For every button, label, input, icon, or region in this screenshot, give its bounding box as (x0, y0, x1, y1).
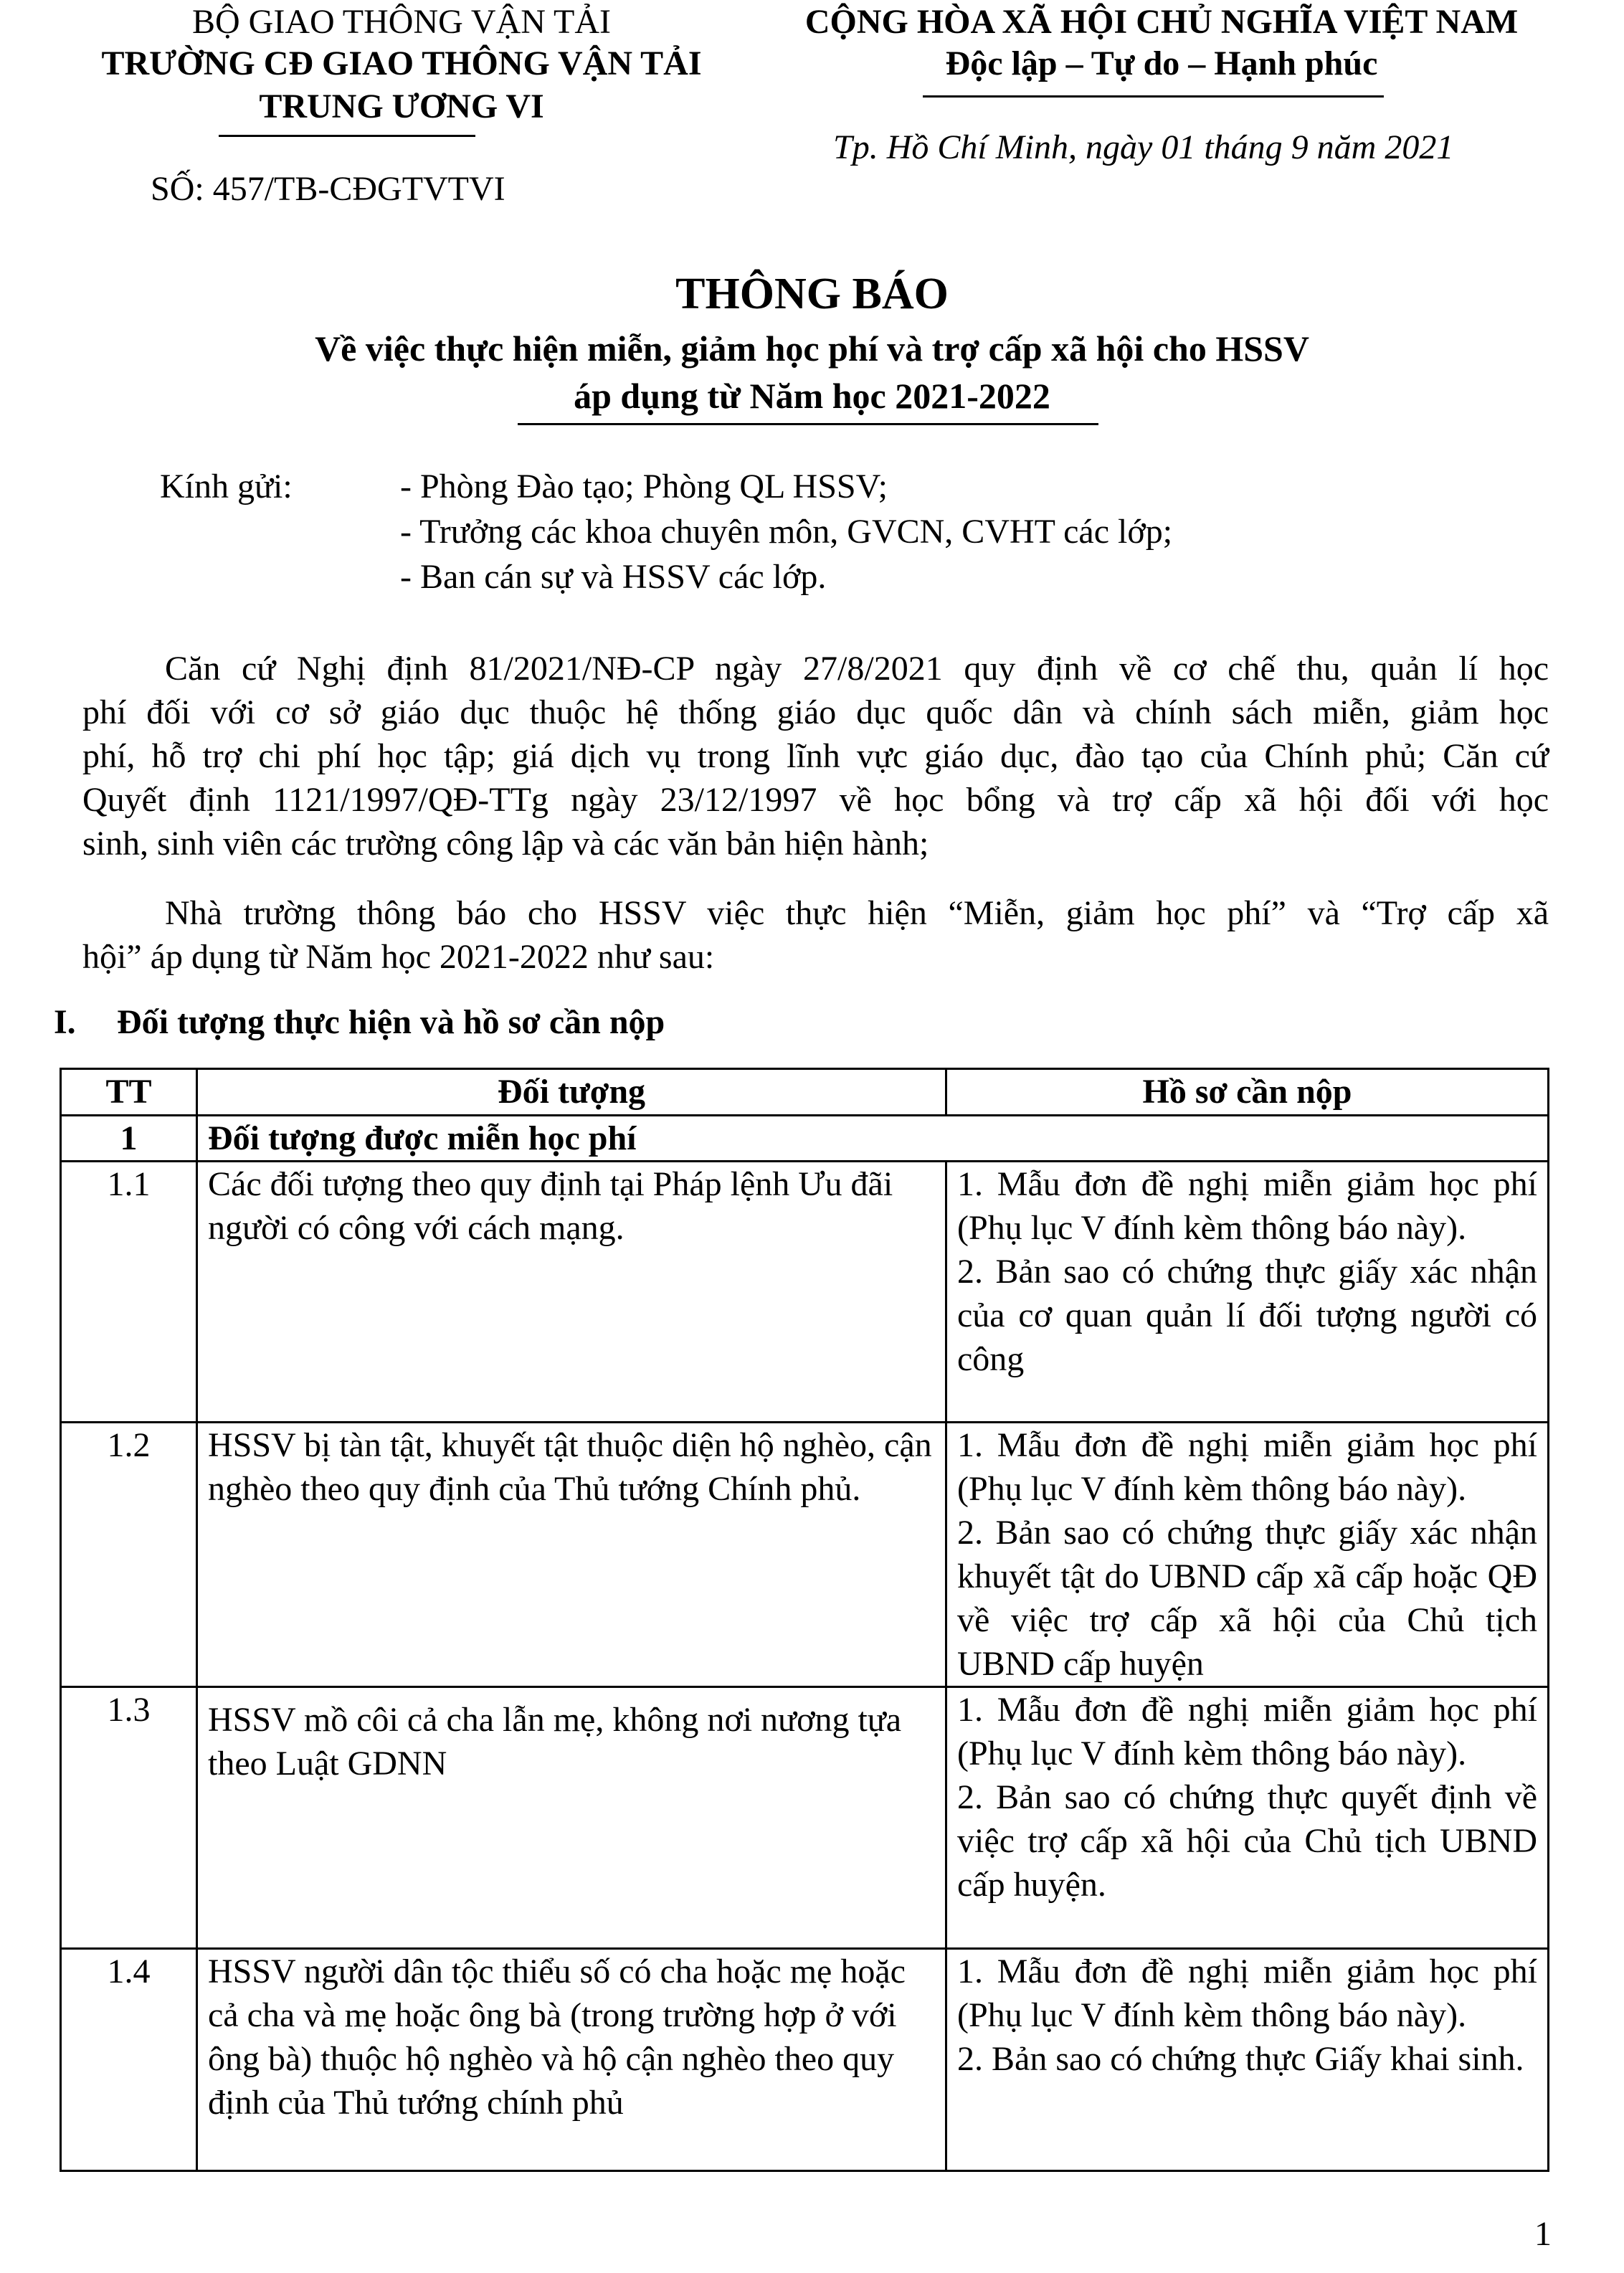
row-number: 1.2 (61, 1423, 197, 1687)
document-title: THÔNG BÁO (675, 270, 949, 318)
page-number: 1 (1534, 2215, 1552, 2253)
section-number: I. (54, 1003, 76, 1041)
row-object: HSSV bị tàn tật, khuyết tật thuộc diện hộ nghèo, cận nghèo theo quy định của Thủ tướng Chính phủ. (197, 1423, 946, 1687)
paragraph-line: hội” áp dụng từ Năm học 2021-2022 như sau: (82, 938, 715, 976)
paragraph-line: Quyết định 1121/1997/QĐ-TTg ngày 23/12/1997 về học bổng và trợ cấp xã hội đối với học (82, 781, 1549, 819)
paragraph-announcement (82, 891, 1549, 979)
row-object: Các đối tượng theo quy định tại Pháp lệnh Ưu đãi người có công với cách mạng. (197, 1162, 946, 1423)
document-item: 2. Bản sao có chứng thực giấy xác nhận của cơ quan quản lí đối tượng người có công (957, 1253, 1537, 1378)
group-number: 1 (61, 1116, 197, 1162)
row-number: 1.3 (61, 1687, 197, 1949)
paragraph-line: Căn cứ Nghị định 81/2021/NĐ-CP ngày 27/8/2021 quy định về cơ chế thu, quản lí học (165, 650, 1549, 688)
recipients-label: Kính gửi: (160, 468, 293, 506)
title-underline (518, 423, 1098, 425)
motto: Độc lập – Tự do – Hạnh phúc (945, 44, 1378, 82)
school-name-line2: TRUNG ƯƠNG VI (259, 87, 544, 125)
document-item: 1. Mẫu đơn đề nghị miễn giảm học phí (Phụ lục V đính kèm thông báo này). (957, 1426, 1537, 1508)
motto-underline (923, 95, 1384, 98)
paragraph-line: sinh, sinh viên các trường công lập và các văn bản hiện hành; (82, 825, 929, 863)
document-item: 2. Bản sao có chứng thực Giấy khai sinh. (957, 2040, 1524, 2078)
recipient-item: - Trưởng các khoa chuyên môn, GVCN, CVHT các lớp; (400, 513, 1173, 551)
section-heading: Đối tượng thực hiện và hồ sơ cần nộp (117, 1003, 665, 1041)
column-header-object: Đối tượng (197, 1069, 946, 1116)
table-row (61, 1423, 1549, 1687)
row-documents (946, 1949, 1549, 2171)
column-header-documents: Hồ sơ cần nộp (946, 1069, 1549, 1116)
recipient-item: - Ban cán sự và HSSV các lớp. (400, 558, 827, 596)
paragraph-line: phí đối với cơ sở giáo dục thuộc hệ thống giáo dục quốc dân và chính sách miễn, giảm học (82, 693, 1549, 731)
document-item: 1. Mẫu đơn đề nghị miễn giảm học phí (Phụ lục V đính kèm thông báo này). (957, 1691, 1537, 1773)
row-object: HSSV mồ côi cả cha lẫn mẹ, không nơi nương tựa theo Luật GDNN (197, 1687, 946, 1949)
column-header-tt: TT (61, 1069, 197, 1116)
row-documents (946, 1162, 1549, 1423)
group-label: Đối tượng được miễn học phí (197, 1116, 1549, 1162)
table-row (61, 1949, 1549, 2171)
recipient-item: - Phòng Đào tạo; Phòng QL HSSV; (400, 468, 888, 506)
paragraph-line: Nhà trường thông báo cho HSSV việc thực hiện “Miễn, giảm học phí” và “Trợ cấp xã (165, 894, 1549, 932)
row-documents (946, 1687, 1549, 1949)
country-name: CỘNG HÒA XÃ HỘI CHỦ NGHĨA VIỆT NAM (804, 3, 1519, 41)
place-date: Tp. Hồ Chí Minh, ngày 01 tháng 9 năm 2021 (833, 128, 1454, 166)
row-documents (946, 1423, 1549, 1687)
table-row (61, 1687, 1549, 1949)
row-object: HSSV người dân tộc thiểu số có cha hoặc mẹ hoặc cả cha và mẹ hoặc ông bà (trong trường hợp ở với ông bà) thuộc hộ nghèo và hộ cận nghèo theo quy định của Thủ tướng chính phủ (197, 1949, 946, 2171)
school-name-line1: TRƯỜNG CĐ GIAO THÔNG VẬN TẢI (101, 44, 702, 82)
document-item: 2. Bản sao có chứng thực quyết định về việc trợ cấp xã hội của Chủ tịch UBND cấp huyện. (957, 1778, 1537, 1904)
table-header-row (61, 1069, 1549, 1116)
document-item: 2. Bản sao có chứng thực giấy xác nhận khuyết tật do UBND cấp xã cấp hoặc QĐ về việc trợ cấp xã hội của Chủ tịch UBND cấp huyện (957, 1514, 1537, 1683)
paragraph-line: phí, hỗ trợ chi phí học tập; giá dịch vụ trong lĩnh vực giáo dục, đào tạo của Chính phủ; Căn cứ (82, 737, 1549, 775)
ministry-name: BỘ GIAO THÔNG VẬN TẢI (192, 3, 611, 41)
row-number: 1.4 (61, 1949, 197, 2171)
row-number: 1.1 (61, 1162, 197, 1423)
document-number: SỐ: 457/TB-CĐGTVTVI (151, 170, 505, 208)
document-subtitle-line2: áp dụng từ Năm học 2021-2022 (574, 376, 1050, 416)
document-subtitle-line1: Về việc thực hiện miễn, giảm học phí và trợ cấp xã hội cho HSSV (315, 328, 1309, 369)
document-item: 1. Mẫu đơn đề nghị miễn giảm học phí (Phụ lục V đính kèm thông báo này). (957, 1952, 1537, 2034)
document-item: 1. Mẫu đơn đề nghị miễn giảm học phí (Phụ lục V đính kèm thông báo này). (957, 1165, 1537, 1247)
paragraph-legal-basis (82, 647, 1549, 865)
eligibility-table (60, 1068, 1549, 2172)
table-row (61, 1162, 1549, 1423)
recipients-list (400, 465, 1172, 600)
table-group-row (61, 1116, 1549, 1162)
header-left-underline (219, 135, 475, 137)
